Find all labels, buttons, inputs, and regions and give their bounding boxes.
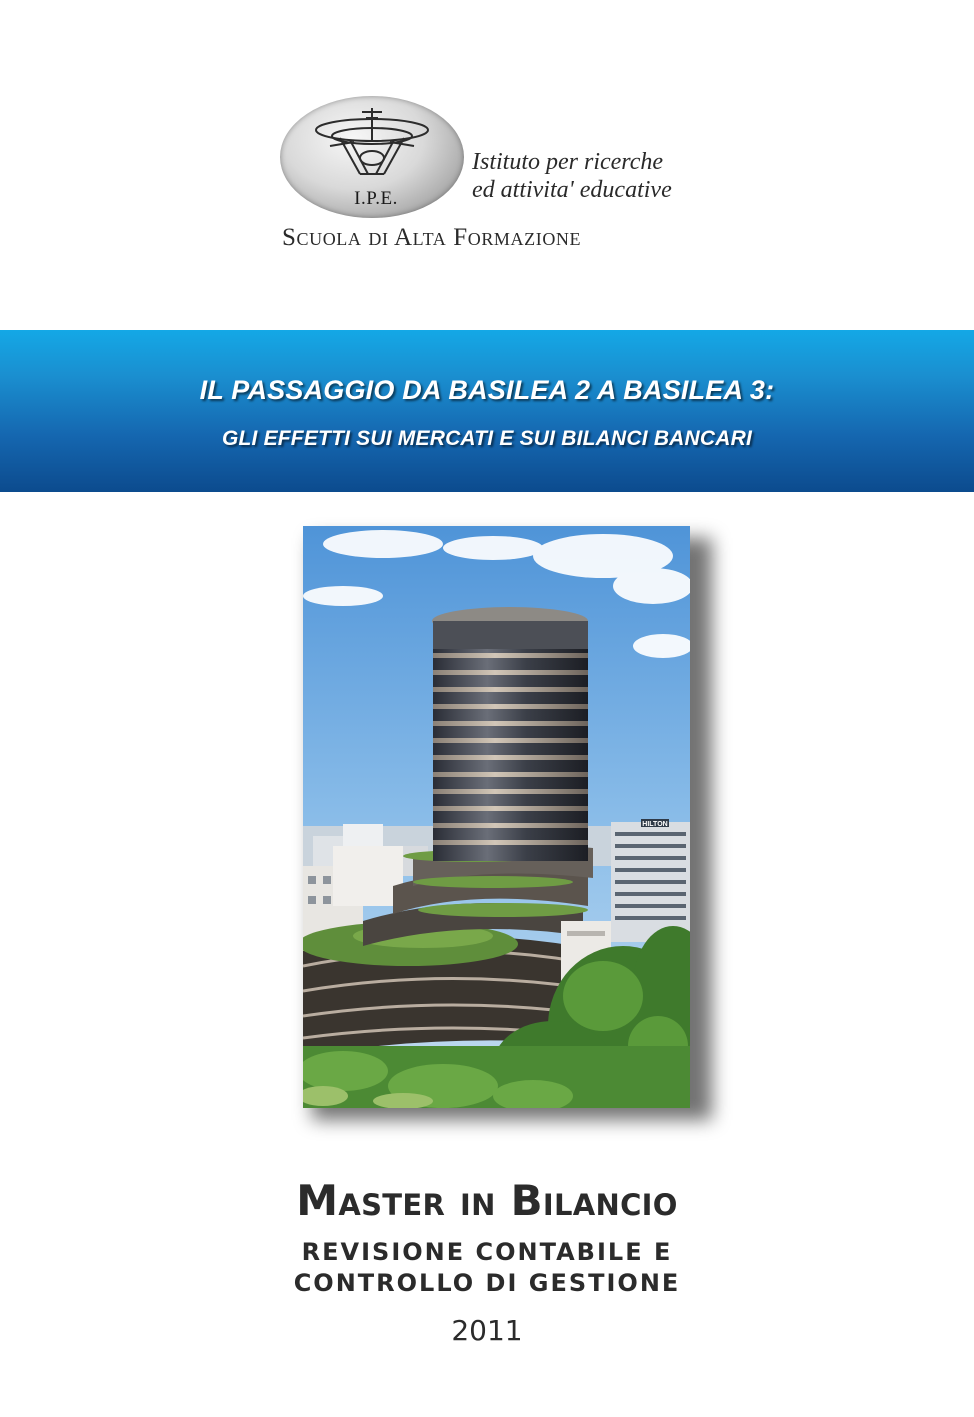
logo-tagline <box>472 148 702 204</box>
title-banner <box>0 330 974 492</box>
school-name: Scuola di Alta Formazione <box>282 224 582 251</box>
subtitle-line-2: CONTROLLO DI GESTIONE <box>293 1269 681 1297</box>
tagline-line-2: ed attivita' educative <box>472 177 672 203</box>
hilton-building <box>611 819 690 942</box>
subtitle-line-1: REVISIONE CONTABILE E <box>301 1238 673 1266</box>
hilton-sign: HILTON <box>642 821 668 828</box>
flying-machine-icon <box>310 102 434 192</box>
ipe-logo <box>280 96 700 266</box>
logo-oval <box>280 96 464 218</box>
master-title: Master in Bilancio <box>296 1176 678 1225</box>
edition-year: 2011 <box>451 1314 523 1347</box>
bis-tower-illustration <box>303 526 690 1108</box>
logo-acronym: I.P.E. <box>354 188 398 209</box>
banner-subtitle: GLI EFFETTI SUI MERCATI E SUI BILANCI BANCARI <box>221 427 753 450</box>
banner-title: IL PASSAGGIO DA BASILEA 2 A BASILEA 3: <box>199 375 775 405</box>
cover-photo <box>303 526 690 1108</box>
tagline-line-1: Istituto per ricerche <box>472 149 664 175</box>
